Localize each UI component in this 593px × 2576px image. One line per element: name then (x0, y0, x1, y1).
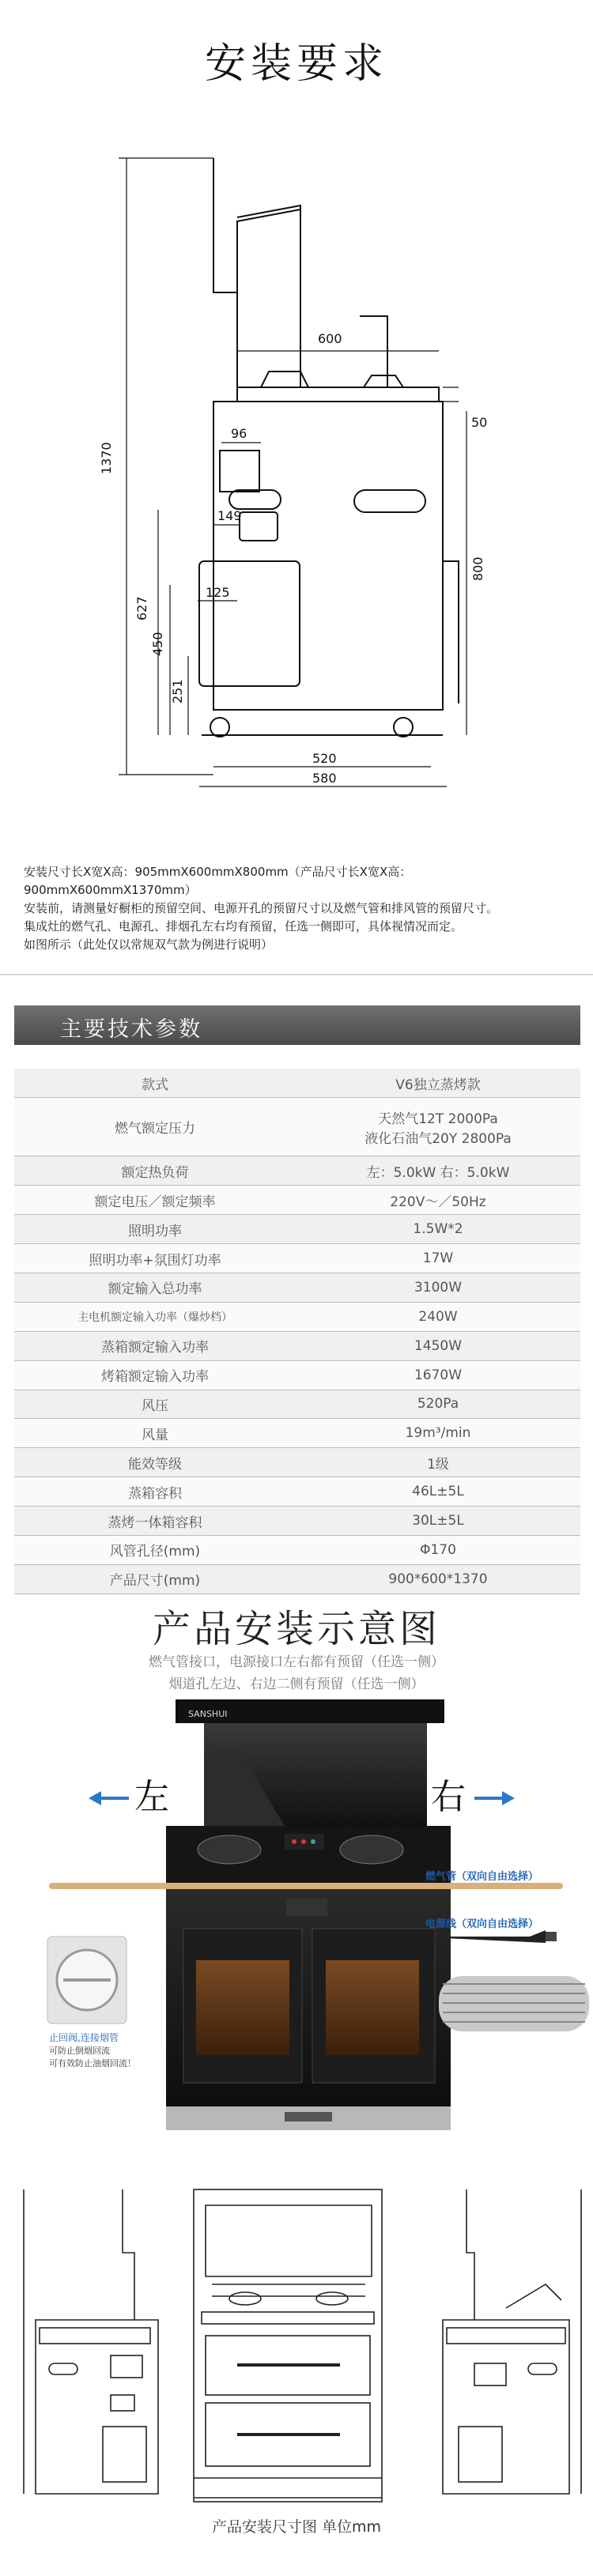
check-valve (47, 1937, 127, 2023)
spec-value: 17W (296, 1244, 580, 1273)
spec-value: 19m³/min (296, 1419, 580, 1448)
spec-row (14, 1564, 580, 1593)
install-notes (24, 863, 577, 954)
install-subtitle-2: 烟道孔左边、右边二侧有预留（任选一侧） (168, 1676, 425, 1692)
spec-row (14, 1477, 580, 1507)
page-title: 安装要求 (204, 40, 388, 88)
spec-row (14, 1069, 580, 1098)
spec-row (14, 1390, 580, 1419)
right-oven-window (326, 1960, 419, 2055)
spec-key: 产品尺寸(mm) (14, 1564, 296, 1593)
spec-key: 风量 (14, 1419, 296, 1448)
valve-label: 止回阀,连接烟管 (49, 2032, 119, 2043)
spec-row (14, 1419, 580, 1448)
note-line: 如图所示（此处仅以常规双气款为例进行说明） (24, 937, 274, 952)
right-side-view (443, 2189, 569, 2494)
install-subtitle-1: 燃气管接口，电源接口左右都有预留（任选一侧） (149, 1654, 444, 1670)
spec-value: V6独立蒸烤款 (296, 1069, 580, 1098)
spec-value: 1级 (296, 1448, 580, 1477)
spec-row (14, 1448, 580, 1477)
spec-key: 风压 (14, 1390, 296, 1419)
spec-key: 烤箱额定输入功率 (14, 1360, 296, 1390)
spec-section-header (14, 1005, 580, 1045)
right-arrow (474, 1791, 515, 1805)
side-view (36, 2189, 158, 2494)
spec-row (14, 1156, 580, 1186)
spec-value: 1670W (296, 1360, 580, 1390)
spec-value: 520Pa (296, 1390, 580, 1419)
dim-580: 580 (312, 771, 337, 786)
gas-pipe-label: 燃气管（双向自由选择） (425, 1871, 539, 1883)
spec-key: 燃气额定压力 (14, 1098, 296, 1156)
dim-520: 520 (312, 751, 337, 766)
spec-key: 款式 (14, 1069, 296, 1098)
spec-row (14, 1186, 580, 1215)
divider (0, 974, 593, 975)
cooktop (237, 387, 439, 402)
spec-value: 900*600*1370 (296, 1564, 580, 1593)
dim-627: 627 (134, 596, 149, 620)
valve-label: 可防止倒烟回流 (49, 2046, 110, 2056)
note-line: 安装前，请测量好橱柜的预留空间、电源开孔的预留尺寸以及燃气管和排风管的预留尺寸。 (24, 901, 499, 915)
three-view-drawing (0, 2182, 593, 2506)
spec-value: 240W (296, 1302, 580, 1331)
spec-row (14, 1302, 580, 1331)
spec-value: 1450W (296, 1331, 580, 1360)
valve-label: 可有效防止油烟回流！ (49, 2058, 136, 2069)
dim-96: 96 (231, 426, 247, 441)
note-line: 集成灶的燃气孔、电源孔、排烟孔左右均有预留，任选一侧即可，具体视情况而定。 (24, 919, 463, 933)
spec-key: 照明功率 (14, 1215, 296, 1244)
spec-value-line: 天然气12T 2000Pa (378, 1111, 498, 1127)
power-plug (546, 1932, 557, 1941)
spec-value: 左：5.0kW 右：5.0kW (296, 1156, 580, 1186)
dim-50: 50 (471, 415, 488, 430)
spec-key: 额定热负荷 (14, 1156, 296, 1186)
spec-value: 220V～／50Hz (296, 1186, 580, 1215)
spec-row (14, 1360, 580, 1390)
diagram-caption: 产品安装尺寸图 单位mm (211, 2518, 382, 2536)
spec-value: 30L±5L (296, 1507, 580, 1536)
spec-row (14, 1273, 580, 1302)
power-cord-label: 电源线（双向自由选择） (425, 1918, 539, 1930)
left-oven-window (196, 1960, 289, 2055)
spec-key: 蒸烤一体箱容积 (14, 1507, 296, 1536)
spec-row (14, 1331, 580, 1360)
spec-key: 蒸箱容积 (14, 1477, 296, 1507)
dim-251: 251 (170, 679, 185, 703)
front-view (194, 2189, 382, 2502)
spec-value-line: 液化石油气20Y 2800Pa (364, 1130, 512, 1147)
spec-key: 蒸箱额定输入功率 (14, 1331, 296, 1360)
dim-450: 450 (150, 632, 165, 656)
dim-125: 125 (206, 585, 230, 600)
install-illustration (0, 1699, 593, 2150)
spec-value: Φ170 (296, 1535, 580, 1564)
installation-drawing (0, 150, 593, 806)
spec-row (14, 1215, 580, 1244)
dim-800: 800 (470, 556, 485, 581)
flex-duct (439, 1976, 589, 2031)
spec-key: 能效等级 (14, 1448, 296, 1477)
spec-row (14, 1535, 580, 1564)
spec-table (14, 1069, 580, 1594)
spec-row (14, 1244, 580, 1273)
spec-value: 3100W (296, 1273, 580, 1302)
install-title: 产品安装示意图 (152, 1607, 440, 1651)
cabinet-body (213, 402, 443, 710)
spec-value: 46L±5L (296, 1477, 580, 1507)
spec-value (296, 1098, 580, 1156)
note-line: 安装尺寸长X宽X高：905mmX600mmX800mm（产品尺寸长X宽X高：900mmX600mmX1370mm） (24, 865, 412, 897)
spec-row (14, 1507, 580, 1536)
dim-149: 149 (217, 508, 242, 523)
left-arrow (89, 1791, 129, 1805)
spec-section-title: 主要技术参数 (60, 1017, 202, 1042)
brand-label: SANSHUI (188, 1709, 228, 1719)
gas-pipe (49, 1883, 563, 1889)
spec-value: 1.5W*2 (296, 1215, 580, 1244)
spec-key: 额定输入总功率 (14, 1273, 296, 1302)
spec-row (14, 1098, 580, 1156)
dim-600: 600 (318, 331, 342, 346)
dim-1370: 1370 (99, 442, 114, 474)
spec-key: 额定电压／额定频率 (14, 1186, 296, 1215)
right-label: 右 (431, 1777, 466, 1817)
spec-key: 风管孔径(mm) (14, 1535, 296, 1564)
spec-key: 照明功率+氛围灯功率 (14, 1244, 296, 1273)
left-label: 左 (134, 1777, 169, 1817)
spec-key: 主电机额定输入功率（爆炒档） (14, 1302, 296, 1331)
